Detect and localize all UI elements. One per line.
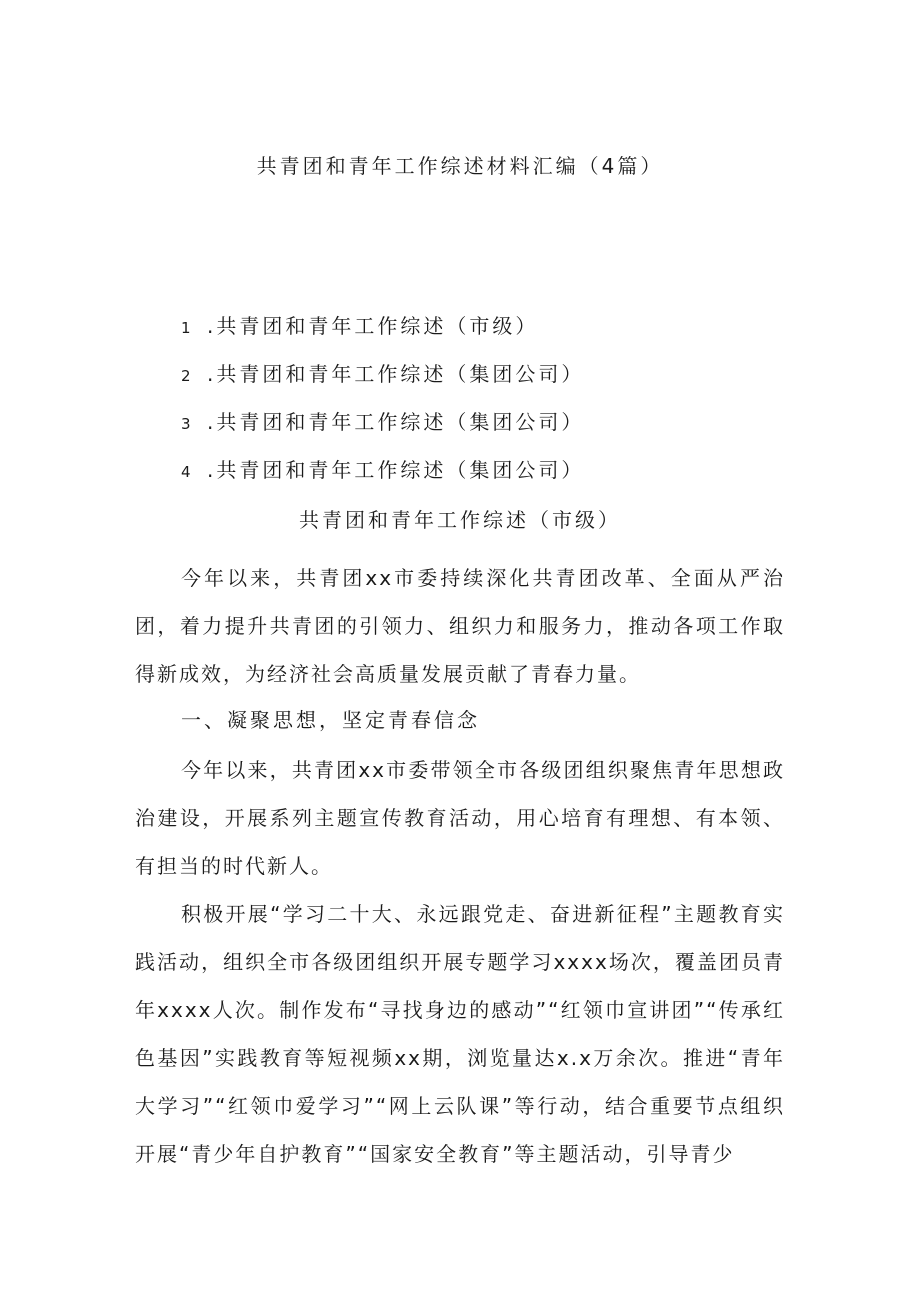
toc-item-text: .共青团和青年工作综述（集团公司）	[207, 458, 585, 482]
toc-item-number: 3	[181, 415, 191, 433]
section-title: 共青团和青年工作综述（市级）	[299, 508, 621, 532]
toc-item-text: .共青团和青年工作综述（集团公司）	[207, 362, 585, 386]
toc-item	[181, 312, 781, 360]
toc-item-number: 1	[181, 319, 191, 337]
section-heading: 一、凝聚思想，坚定青春信念	[181, 708, 480, 732]
table-of-contents	[181, 312, 781, 504]
body-paragraph: 今年以来，共青团xx市委带领全市各级团组织聚焦青年思想政治建设，开展系列主题宣传教育活动，用心培育有理想、有本领、有担当的时代新人。	[135, 758, 785, 878]
toc-item	[181, 408, 781, 456]
body-paragraph: 积极开展“学习二十大、永远跟党走、奋进新征程”主题教育实践活动，组织全市各级团组织开展专题学习xxxx场次，覆盖团员青年xxxx人次。制作发布“寻找身边的感动”“红领巾宣讲团”“传承红色基因”实践教育等短视频xx期，浏览量达x.x万余次。推进“青年大学习”“红领巾爱学习”“网上云队课”等行动，结合重要节点组织开展“青少年自护教育”“国家安全教育”等主题活动，引导青少	[135, 902, 785, 1166]
toc-item-number: 4	[181, 463, 191, 481]
toc-item	[181, 360, 781, 408]
document-title: 共青团和青年工作综述材料汇编（4篇）	[256, 154, 664, 178]
toc-item	[181, 456, 781, 504]
toc-item-text: .共青团和青年工作综述（集团公司）	[207, 410, 585, 434]
intro-paragraph: 今年以来，共青团xx市委持续深化共青团改革、全面从严治团，着力提升共青团的引领力、组织力和服务力，推动各项工作取得新成效，为经济社会高质量发展贡献了青春力量。	[135, 566, 785, 686]
toc-item-number: 2	[181, 367, 191, 385]
toc-item-text: .共青团和青年工作综述（市级）	[207, 314, 539, 338]
